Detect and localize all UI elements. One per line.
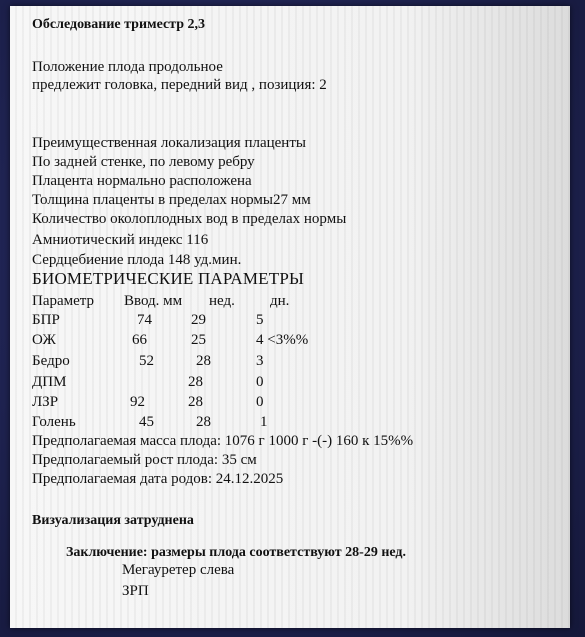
table-row-value: 92 [130, 394, 145, 410]
amniotic-fluid-line: Количество околоплодных вод в пределах нормы [32, 211, 347, 227]
table-row-days: 0 [256, 394, 264, 410]
table-row-weeks: 28 [196, 353, 211, 369]
amniotic-index-line: Амниотический индекс 116 [32, 232, 209, 248]
biometry-header-weeks: нед. [209, 293, 235, 309]
biometry-header-days: дн. [270, 293, 290, 309]
biometry-header-param: Параметр [32, 293, 95, 309]
presentation-line: предлежит головка, передний вид , позиция: 2 [32, 77, 327, 93]
visualization-line: Визуализация затруднена [32, 513, 194, 528]
placenta-thickness-line: Толщина плаценты в пределах нормы27 мм [32, 192, 311, 208]
table-row-param: Голень [32, 414, 76, 430]
conclusion-line: Заключение: размеры плода соответствуют 28-29 нед. [66, 545, 407, 560]
table-row-days: 0 [256, 374, 264, 390]
document-title: Обследование триместр 2,3 [32, 17, 205, 32]
table-row-value: 52 [139, 353, 154, 369]
table-row-weeks: 28 [188, 394, 203, 410]
placenta-location-line: Плацента нормально расположена [32, 173, 252, 189]
table-row-days: 1 [260, 414, 268, 430]
biometry-header-value: Ввод. мм [124, 293, 183, 309]
table-row-value: 74 [137, 312, 152, 328]
table-row-weeks: 28 [188, 374, 203, 390]
placenta-wall-line: По задней стенке, по левому ребру [32, 154, 255, 170]
estimated-height-line: Предполагаемый рост плода: 35 см [32, 452, 257, 468]
placenta-localization-title: Преимущественная локализация плаценты [32, 135, 306, 151]
table-row-weeks: 29 [191, 312, 206, 328]
table-row-param: БПР [32, 312, 60, 328]
conclusion-note-megaureter: Мегауретер слева [122, 562, 235, 578]
conclusion-note-zrp: ЗРП [122, 583, 149, 599]
table-row-param: Бедро [32, 353, 70, 369]
due-date-line: Предполагаемая дата родов: 24.12.2025 [32, 471, 284, 487]
table-row-value: 66 [132, 332, 147, 348]
table-row-weeks: 25 [191, 332, 206, 348]
table-row-days: 3 [256, 353, 264, 369]
table-row-param: ЛЗР [32, 394, 59, 410]
table-row-value: 45 [139, 414, 154, 430]
document-page [10, 6, 570, 628]
heartbeat-line: Сердцебиение плода 148 уд.мин. [32, 252, 242, 268]
table-row-param: ДПМ [32, 374, 67, 390]
estimated-mass-line: Предполагаемая масса плода: 1076 г 1000 г -(-) 160 к 15%% [32, 433, 414, 449]
table-row-days: 5 [256, 312, 264, 328]
fetal-position-line: Положение плода продольное [32, 59, 223, 75]
table-row-days: 4 <3%% [256, 332, 309, 348]
table-row-weeks: 28 [196, 414, 211, 430]
table-row-param: ОЖ [32, 332, 56, 348]
biometry-section-title: БИОМЕТРИЧЕСКИЕ ПАРАМЕТРЫ [32, 269, 305, 288]
